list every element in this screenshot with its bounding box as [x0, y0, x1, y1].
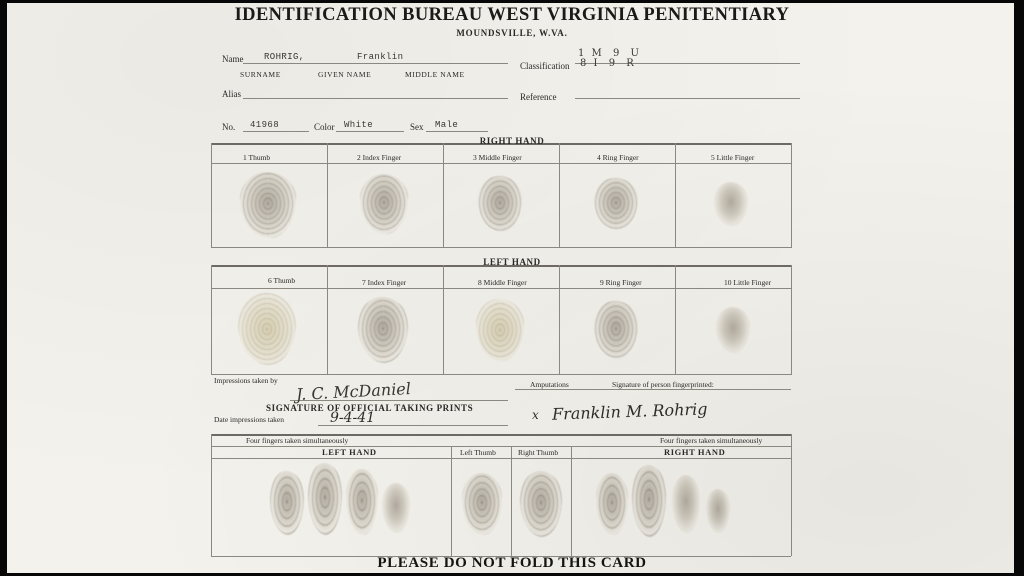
official-signature-caption: SIGNATURE OF OFFICIAL TAKING PRINTS — [266, 403, 474, 413]
name-rule — [243, 63, 508, 64]
number-rule — [243, 131, 309, 132]
number-value: 41968 — [250, 120, 280, 130]
sex-label: Sex — [410, 122, 424, 132]
color-rule — [336, 131, 404, 132]
reference-label: Reference — [520, 92, 557, 102]
left-four-fingers-label: Four fingers taken simultaneously — [246, 436, 349, 445]
right-thumb-label: Right Thumb — [518, 448, 559, 457]
right-thumb-print — [212, 164, 326, 246]
letterbox-right-edge — [1014, 0, 1024, 576]
alias-label: Alias — [222, 89, 241, 99]
letterbox-top-edge — [0, 0, 1024, 3]
right-index-print — [328, 164, 442, 246]
left-finger-label-10: 10 Little Finger — [724, 278, 772, 287]
classification-value-top: 1 M 9 U — [578, 48, 645, 59]
person-signature-rule — [515, 389, 791, 390]
document-subtitle: MOUNDSVILLE, W.VA. — [456, 28, 568, 38]
left-thumb-label: Left Thumb — [460, 448, 496, 457]
reference-rule — [575, 98, 800, 99]
name-label: Name — [222, 54, 244, 64]
right-four-fingers-label: Four fingers taken simultaneously — [660, 436, 763, 445]
left-finger-label-8: 8 Middle Finger — [478, 278, 527, 287]
color-value: White — [344, 120, 374, 130]
right-finger-label-2: 2 Index Finger — [357, 153, 402, 162]
right-hand-heading: RIGHT HAND — [479, 136, 545, 146]
right-ring-print — [560, 164, 674, 246]
plain-left-hand-heading: LEFT HAND — [322, 447, 377, 457]
left-little-print — [676, 289, 790, 373]
surname-caption: SURNAME — [240, 70, 281, 79]
left-hand-vrule-5 — [791, 265, 792, 375]
plain-left-four-fingers-print — [212, 459, 450, 555]
right-hand-bottom-rule — [211, 247, 791, 248]
plain-left-thumb-print — [452, 459, 510, 555]
date-label: Date impressions taken — [214, 415, 284, 424]
plain-right-thumb-print — [512, 459, 570, 555]
alias-rule — [243, 98, 508, 99]
person-signature-label: Signature of person fingerprinted: — [612, 380, 714, 389]
sex-rule — [426, 131, 488, 132]
left-hand-bottom-rule — [211, 374, 791, 375]
date-value: 9-4-41 — [330, 410, 376, 426]
left-index-print — [328, 289, 442, 373]
classification-label: Classification — [520, 61, 570, 71]
given-name-value: Franklin — [357, 52, 404, 62]
right-finger-label-5: 5 Little Finger — [711, 153, 755, 162]
right-middle-print — [444, 164, 558, 246]
given-name-caption: GIVEN NAME — [318, 70, 372, 79]
number-label: No. — [222, 122, 236, 132]
person-signature-value: Franklin M. Rohrig — [551, 399, 708, 424]
plain-vrule-4 — [791, 434, 792, 556]
amputations-label: Amputations — [530, 380, 569, 389]
left-hand-heading: LEFT HAND — [483, 257, 541, 267]
official-signature-value: J. C. McDaniel — [295, 379, 412, 404]
left-finger-label-6: 6 Thumb — [268, 276, 296, 285]
document-title: IDENTIFICATION BUREAU WEST VIRGINIA PENITENTIARY — [234, 5, 790, 25]
letterbox-left-edge — [0, 0, 7, 576]
left-finger-label-7: 7 Index Finger — [362, 278, 407, 287]
person-signature-mark: x — [532, 408, 539, 422]
left-finger-label-9: 9 Ring Finger — [600, 278, 642, 287]
classification-value-bottom: 8 I 9 R — [580, 58, 640, 69]
sex-value: Male — [435, 120, 459, 130]
do-not-fold-footer: PLEASE DO NOT FOLD THIS CARD — [377, 555, 647, 571]
plain-right-four-fingers-print — [572, 459, 790, 555]
surname-value: ROHRIG, — [264, 52, 305, 62]
right-finger-label-4: 4 Ring Finger — [597, 153, 639, 162]
color-label: Color — [314, 122, 335, 132]
right-little-print — [676, 164, 790, 246]
left-ring-print — [560, 289, 674, 373]
right-hand-vrule-5 — [791, 143, 792, 248]
middle-name-caption: MIDDLE NAME — [405, 70, 465, 79]
plain-right-hand-heading: RIGHT HAND — [664, 447, 726, 457]
impressions-taken-by-label: Impressions taken by — [214, 376, 278, 385]
left-middle-print — [444, 289, 558, 373]
left-thumb-print — [212, 289, 326, 373]
right-finger-label-3: 3 Middle Finger — [473, 153, 522, 162]
right-finger-label-1: 1 Thumb — [243, 153, 271, 162]
